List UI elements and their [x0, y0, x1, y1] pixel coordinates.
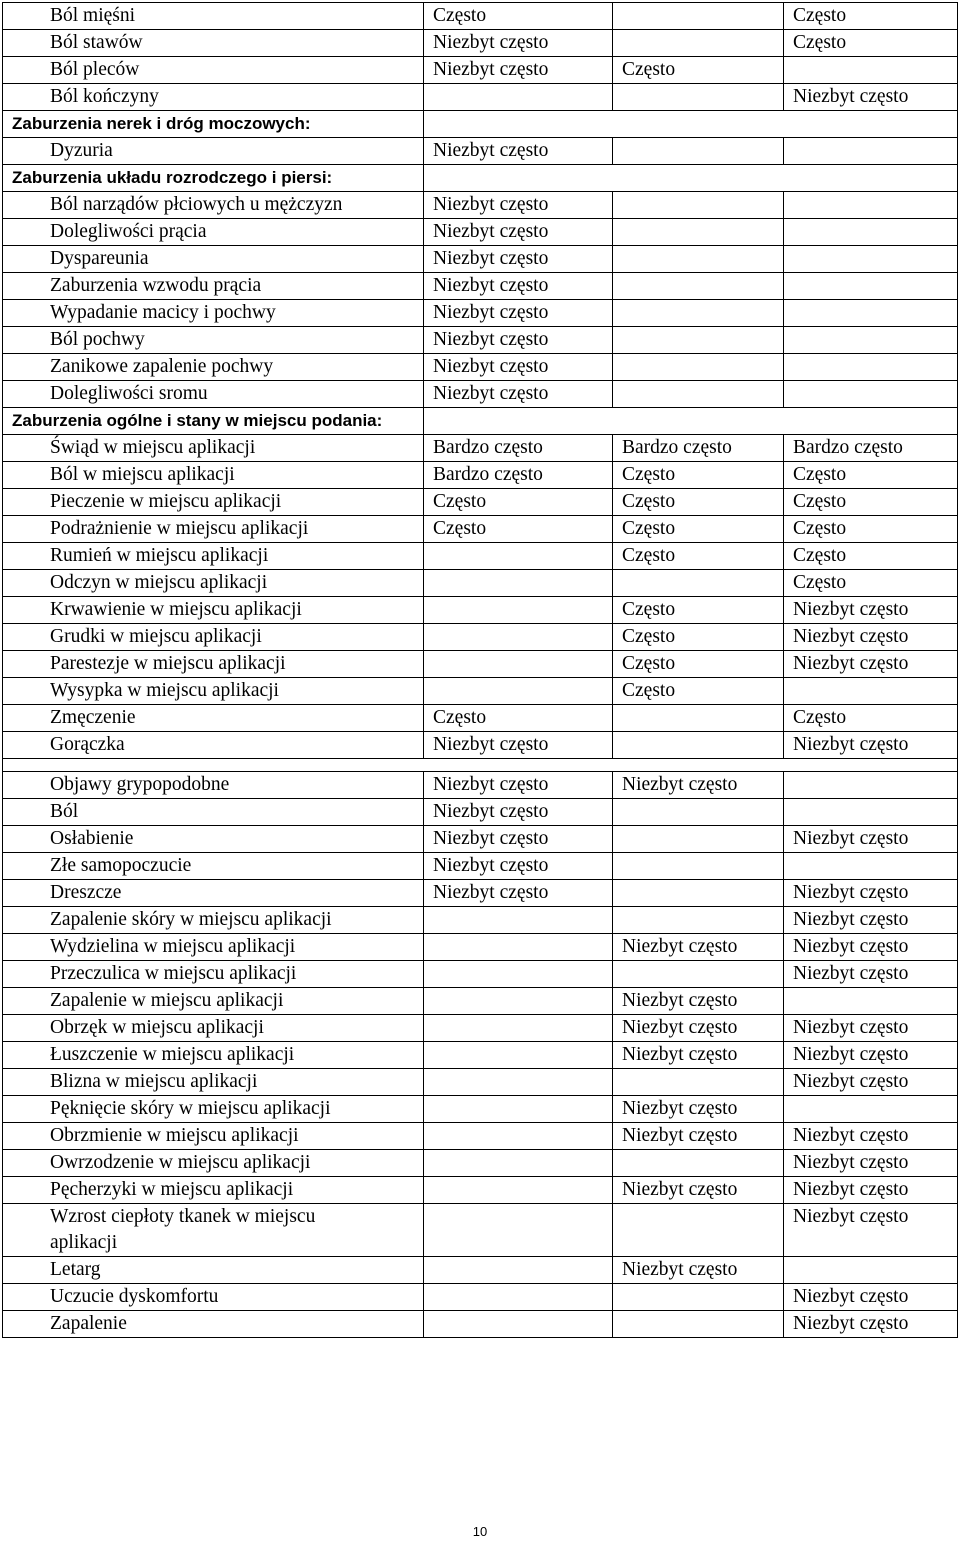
- table-row: [3, 1284, 958, 1311]
- frequency-cell-1: Niezbyt często: [424, 853, 613, 880]
- frequency-cell-1: [424, 597, 613, 624]
- frequency-cell-1: Niezbyt często: [424, 772, 613, 799]
- reaction-name: Ból pochwy: [3, 327, 424, 354]
- table-row: [3, 84, 958, 111]
- frequency-cell-1: [424, 543, 613, 570]
- frequency-cell-1: [424, 961, 613, 988]
- table-row: [3, 354, 958, 381]
- frequency-cell-2: Niezbyt często: [613, 1096, 784, 1123]
- reaction-name: Dyzuria: [3, 138, 424, 165]
- frequency-cell-1: Niezbyt często: [424, 732, 613, 759]
- reaction-name: Dreszcze: [3, 880, 424, 907]
- frequency-cell-1: [424, 1096, 613, 1123]
- reaction-name: Ból narządów płciowych u mężczyzn: [3, 192, 424, 219]
- table-row: [3, 907, 958, 934]
- reaction-name: Blizna w miejscu aplikacji: [3, 1069, 424, 1096]
- frequency-cell-2: [613, 300, 784, 327]
- frequency-cell-3: Niezbyt często: [784, 1204, 958, 1257]
- frequency-cell-3: Niezbyt często: [784, 907, 958, 934]
- reaction-name: Pęcherzyki w miejscu aplikacji: [3, 1177, 424, 1204]
- reaction-name: Wzrost ciepłoty tkanek w miejscu aplikacji: [3, 1204, 424, 1257]
- spacer-cell: [3, 759, 424, 772]
- frequency-cell-1: Bardzo często: [424, 435, 613, 462]
- table-row: [3, 1177, 958, 1204]
- frequency-cell-2: [613, 880, 784, 907]
- table-row: [3, 651, 958, 678]
- frequency-cell-2: [613, 1150, 784, 1177]
- frequency-cell-3: Niezbyt często: [784, 1177, 958, 1204]
- table-row: [3, 327, 958, 354]
- frequency-cell-2: [613, 570, 784, 597]
- table-row: [3, 138, 958, 165]
- table-row: [3, 853, 958, 880]
- frequency-cell-2: Często: [613, 516, 784, 543]
- frequency-cell-2: Niezbyt często: [613, 772, 784, 799]
- reaction-name: Letarg: [3, 1257, 424, 1284]
- table-row: [3, 826, 958, 853]
- frequency-cell-2: [613, 853, 784, 880]
- frequency-cell-2: [613, 192, 784, 219]
- reaction-name: Uczucie dyskomfortu: [3, 1284, 424, 1311]
- table-row: [3, 1096, 958, 1123]
- frequency-cell-1: [424, 651, 613, 678]
- frequency-cell-1: [424, 1015, 613, 1042]
- frequency-cell-2: [613, 273, 784, 300]
- frequency-cell-1: Często: [424, 516, 613, 543]
- reaction-name: Odczyn w miejscu aplikacji: [3, 570, 424, 597]
- table-row: [3, 1150, 958, 1177]
- reaction-name: Parestezje w miejscu aplikacji: [3, 651, 424, 678]
- frequency-cell-2: [613, 826, 784, 853]
- section-empty-cell: [424, 408, 958, 435]
- table-row: [3, 880, 958, 907]
- frequency-cell-2: [613, 1069, 784, 1096]
- page-number: 10: [472, 1524, 488, 1539]
- frequency-cell-2: [613, 3, 784, 30]
- frequency-cell-3: [784, 246, 958, 273]
- reaction-name: Ból mięśni: [3, 3, 424, 30]
- frequency-cell-2: [613, 907, 784, 934]
- table-row: [3, 1015, 958, 1042]
- reaction-name: Grudki w miejscu aplikacji: [3, 624, 424, 651]
- frequency-cell-3: [784, 1096, 958, 1123]
- frequency-cell-3: [784, 273, 958, 300]
- frequency-cell-2: Bardzo często: [613, 435, 784, 462]
- reaction-name: Wypadanie macicy i pochwy: [3, 300, 424, 327]
- frequency-cell-2: [613, 705, 784, 732]
- spacer-row: [3, 759, 958, 772]
- frequency-cell-2: Niezbyt często: [613, 988, 784, 1015]
- frequency-cell-3: Niezbyt często: [784, 1284, 958, 1311]
- frequency-cell-2: [613, 30, 784, 57]
- reaction-name: Dolegliwości sromu: [3, 381, 424, 408]
- table-row: [3, 543, 958, 570]
- reaction-name: Rumień w miejscu aplikacji: [3, 543, 424, 570]
- table-row: [3, 799, 958, 826]
- table-row: [3, 597, 958, 624]
- frequency-cell-1: Niezbyt często: [424, 57, 613, 84]
- frequency-cell-1: [424, 570, 613, 597]
- table-row: [3, 3, 958, 30]
- reaction-name: Ból pleców: [3, 57, 424, 84]
- frequency-cell-1: [424, 907, 613, 934]
- frequency-cell-2: [613, 84, 784, 111]
- frequency-cell-3: [784, 300, 958, 327]
- frequency-cell-3: Niezbyt często: [784, 1042, 958, 1069]
- frequency-cell-3: Często: [784, 570, 958, 597]
- frequency-cell-1: Często: [424, 705, 613, 732]
- table-row: [3, 961, 958, 988]
- frequency-cell-1: Niezbyt często: [424, 273, 613, 300]
- frequency-cell-3: Niezbyt często: [784, 826, 958, 853]
- frequency-cell-2: Niezbyt często: [613, 934, 784, 961]
- table-row: [3, 516, 958, 543]
- reaction-name: Łuszczenie w miejscu aplikacji: [3, 1042, 424, 1069]
- frequency-cell-1: [424, 1284, 613, 1311]
- frequency-cell-1: [424, 1069, 613, 1096]
- table-row: [3, 300, 958, 327]
- reaction-name: Wydzielina w miejscu aplikacji: [3, 934, 424, 961]
- frequency-cell-3: Niezbyt często: [784, 934, 958, 961]
- table-row: [3, 30, 958, 57]
- frequency-cell-2: [613, 354, 784, 381]
- reaction-name: Świąd w miejscu aplikacji: [3, 435, 424, 462]
- reaction-name: Obrzęk w miejscu aplikacji: [3, 1015, 424, 1042]
- table-row: [3, 732, 958, 759]
- reaction-name: Krwawienie w miejscu aplikacji: [3, 597, 424, 624]
- frequency-cell-2: Niezbyt często: [613, 1015, 784, 1042]
- frequency-cell-2: [613, 381, 784, 408]
- frequency-cell-2: Niezbyt często: [613, 1257, 784, 1284]
- frequency-cell-3: [784, 57, 958, 84]
- table-row: [3, 705, 958, 732]
- frequency-cell-2: Często: [613, 624, 784, 651]
- frequency-cell-1: [424, 1204, 613, 1257]
- table-row: [3, 678, 958, 705]
- table-row: [3, 246, 958, 273]
- frequency-cell-3: [784, 327, 958, 354]
- reaction-name: Pieczenie w miejscu aplikacji: [3, 489, 424, 516]
- table-row: [3, 1311, 958, 1338]
- table-row: [3, 1123, 958, 1150]
- frequency-cell-2: Często: [613, 489, 784, 516]
- reaction-name: Zmęczenie: [3, 705, 424, 732]
- frequency-cell-1: [424, 678, 613, 705]
- frequency-cell-1: [424, 988, 613, 1015]
- frequency-cell-3: Niezbyt często: [784, 1311, 958, 1338]
- reaction-name: Ból kończyny: [3, 84, 424, 111]
- section-empty-cell: [424, 111, 958, 138]
- frequency-cell-3: [784, 192, 958, 219]
- reaction-name: Zapalenie: [3, 1311, 424, 1338]
- frequency-cell-3: Niezbyt często: [784, 1123, 958, 1150]
- frequency-cell-3: Niezbyt często: [784, 84, 958, 111]
- frequency-cell-3: Często: [784, 489, 958, 516]
- table-row: [3, 624, 958, 651]
- frequency-cell-1: Niezbyt często: [424, 246, 613, 273]
- frequency-cell-3: [784, 799, 958, 826]
- frequency-cell-3: Niezbyt często: [784, 880, 958, 907]
- frequency-cell-1: Niezbyt często: [424, 327, 613, 354]
- frequency-cell-3: Niezbyt często: [784, 651, 958, 678]
- table-row: [3, 570, 958, 597]
- frequency-cell-1: [424, 1123, 613, 1150]
- reaction-name: Obrzmienie w miejscu aplikacji: [3, 1123, 424, 1150]
- frequency-cell-3: Często: [784, 30, 958, 57]
- frequency-cell-2: [613, 799, 784, 826]
- reaction-name: Przeczulica w miejscu aplikacji: [3, 961, 424, 988]
- frequency-cell-2: [613, 219, 784, 246]
- frequency-cell-1: Niezbyt często: [424, 799, 613, 826]
- frequency-cell-1: Często: [424, 3, 613, 30]
- frequency-cell-3: [784, 988, 958, 1015]
- frequency-cell-3: Często: [784, 516, 958, 543]
- frequency-cell-1: [424, 934, 613, 961]
- frequency-cell-1: Niezbyt często: [424, 300, 613, 327]
- frequency-cell-3: Niezbyt często: [784, 624, 958, 651]
- frequency-cell-2: Często: [613, 597, 784, 624]
- frequency-cell-1: [424, 1177, 613, 1204]
- frequency-cell-3: Niezbyt często: [784, 597, 958, 624]
- frequency-cell-1: [424, 1257, 613, 1284]
- table-row: [3, 934, 958, 961]
- table-row: [3, 1204, 958, 1257]
- reaction-name: Zaburzenia wzwodu prącia: [3, 273, 424, 300]
- table-row: [3, 489, 958, 516]
- frequency-cell-2: [613, 1311, 784, 1338]
- frequency-cell-2: [613, 138, 784, 165]
- table-row: [3, 219, 958, 246]
- section-header: Zaburzenia układu rozrodczego i piersi:: [3, 165, 424, 192]
- section-header: Zaburzenia ogólne i stany w miejscu podania:: [3, 408, 424, 435]
- reaction-name: Wysypka w miejscu aplikacji: [3, 678, 424, 705]
- frequency-cell-2: Często: [613, 543, 784, 570]
- frequency-cell-1: Niezbyt często: [424, 30, 613, 57]
- table-row: [3, 988, 958, 1015]
- frequency-cell-3: [784, 354, 958, 381]
- reaction-name: Osłabienie: [3, 826, 424, 853]
- section-header-row: [3, 408, 958, 435]
- frequency-cell-2: Często: [613, 462, 784, 489]
- table-row: [3, 435, 958, 462]
- frequency-cell-1: [424, 1150, 613, 1177]
- frequency-cell-2: Niezbyt często: [613, 1177, 784, 1204]
- frequency-cell-3: Niezbyt często: [784, 961, 958, 988]
- reaction-name: Gorączka: [3, 732, 424, 759]
- reaction-name: Zapalenie w miejscu aplikacji: [3, 988, 424, 1015]
- frequency-cell-3: [784, 678, 958, 705]
- table-row: [3, 1042, 958, 1069]
- reaction-name: Objawy grypopodobne: [3, 772, 424, 799]
- frequency-cell-2: [613, 327, 784, 354]
- frequency-cell-1: Bardzo często: [424, 462, 613, 489]
- frequency-cell-1: Niezbyt często: [424, 219, 613, 246]
- frequency-cell-2: [613, 961, 784, 988]
- frequency-cell-1: Niezbyt często: [424, 354, 613, 381]
- reaction-name: Ból w miejscu aplikacji: [3, 462, 424, 489]
- frequency-cell-1: [424, 1042, 613, 1069]
- frequency-cell-3: Niezbyt często: [784, 732, 958, 759]
- section-header: Zaburzenia nerek i dróg moczowych:: [3, 111, 424, 138]
- reaction-name: Owrzodzenie w miejscu aplikacji: [3, 1150, 424, 1177]
- frequency-cell-3: Często: [784, 3, 958, 30]
- reaction-name: Ból stawów: [3, 30, 424, 57]
- reaction-name: Zanikowe zapalenie pochwy: [3, 354, 424, 381]
- section-header-row: [3, 111, 958, 138]
- frequency-cell-2: Niezbyt często: [613, 1042, 784, 1069]
- frequency-cell-1: Często: [424, 489, 613, 516]
- frequency-cell-2: [613, 246, 784, 273]
- table-row: [3, 57, 958, 84]
- frequency-cell-1: Niezbyt często: [424, 826, 613, 853]
- spacer-cell: [784, 759, 958, 772]
- frequency-cell-3: [784, 381, 958, 408]
- frequency-cell-3: Niezbyt często: [784, 1069, 958, 1096]
- section-header-row: [3, 165, 958, 192]
- reaction-name: Złe samopoczucie: [3, 853, 424, 880]
- frequency-cell-1: [424, 1311, 613, 1338]
- table-body: [3, 3, 958, 1338]
- frequency-cell-3: Często: [784, 462, 958, 489]
- frequency-cell-1: Niezbyt często: [424, 381, 613, 408]
- reaction-name: Ból: [3, 799, 424, 826]
- frequency-cell-3: Często: [784, 543, 958, 570]
- table-row: [3, 1257, 958, 1284]
- frequency-cell-3: [784, 1257, 958, 1284]
- frequency-cell-3: Niezbyt często: [784, 1015, 958, 1042]
- frequency-cell-2: [613, 1204, 784, 1257]
- frequency-cell-1: Niezbyt często: [424, 880, 613, 907]
- frequency-cell-1: [424, 84, 613, 111]
- reaction-name: Dolegliwości prącia: [3, 219, 424, 246]
- frequency-cell-2: Często: [613, 678, 784, 705]
- frequency-cell-1: Niezbyt często: [424, 192, 613, 219]
- frequency-cell-2: Często: [613, 57, 784, 84]
- section-empty-cell: [424, 165, 958, 192]
- table-row: [3, 462, 958, 489]
- reaction-name: Podrażnienie w miejscu aplikacji: [3, 516, 424, 543]
- table-row: [3, 772, 958, 799]
- frequency-cell-3: [784, 138, 958, 165]
- frequency-cell-3: [784, 772, 958, 799]
- frequency-cell-2: [613, 732, 784, 759]
- frequency-cell-3: [784, 219, 958, 246]
- table-row: [3, 192, 958, 219]
- frequency-cell-3: Bardzo często: [784, 435, 958, 462]
- frequency-cell-2: Niezbyt często: [613, 1123, 784, 1150]
- reaction-name: Pęknięcie skóry w miejscu aplikacji: [3, 1096, 424, 1123]
- table-row: [3, 1069, 958, 1096]
- reaction-name: Dyspareunia: [3, 246, 424, 273]
- frequency-cell-1: Niezbyt często: [424, 138, 613, 165]
- frequency-cell-3: [784, 853, 958, 880]
- reaction-name: Zapalenie skóry w miejscu aplikacji: [3, 907, 424, 934]
- frequency-cell-3: Często: [784, 705, 958, 732]
- frequency-cell-3: Niezbyt często: [784, 1150, 958, 1177]
- spacer-cell: [613, 759, 784, 772]
- spacer-cell: [424, 759, 613, 772]
- frequency-cell-2: Często: [613, 651, 784, 678]
- table-row: [3, 381, 958, 408]
- frequency-cell-1: [424, 624, 613, 651]
- adverse-reactions-table: [2, 2, 958, 1338]
- table-row: [3, 273, 958, 300]
- frequency-cell-2: [613, 1284, 784, 1311]
